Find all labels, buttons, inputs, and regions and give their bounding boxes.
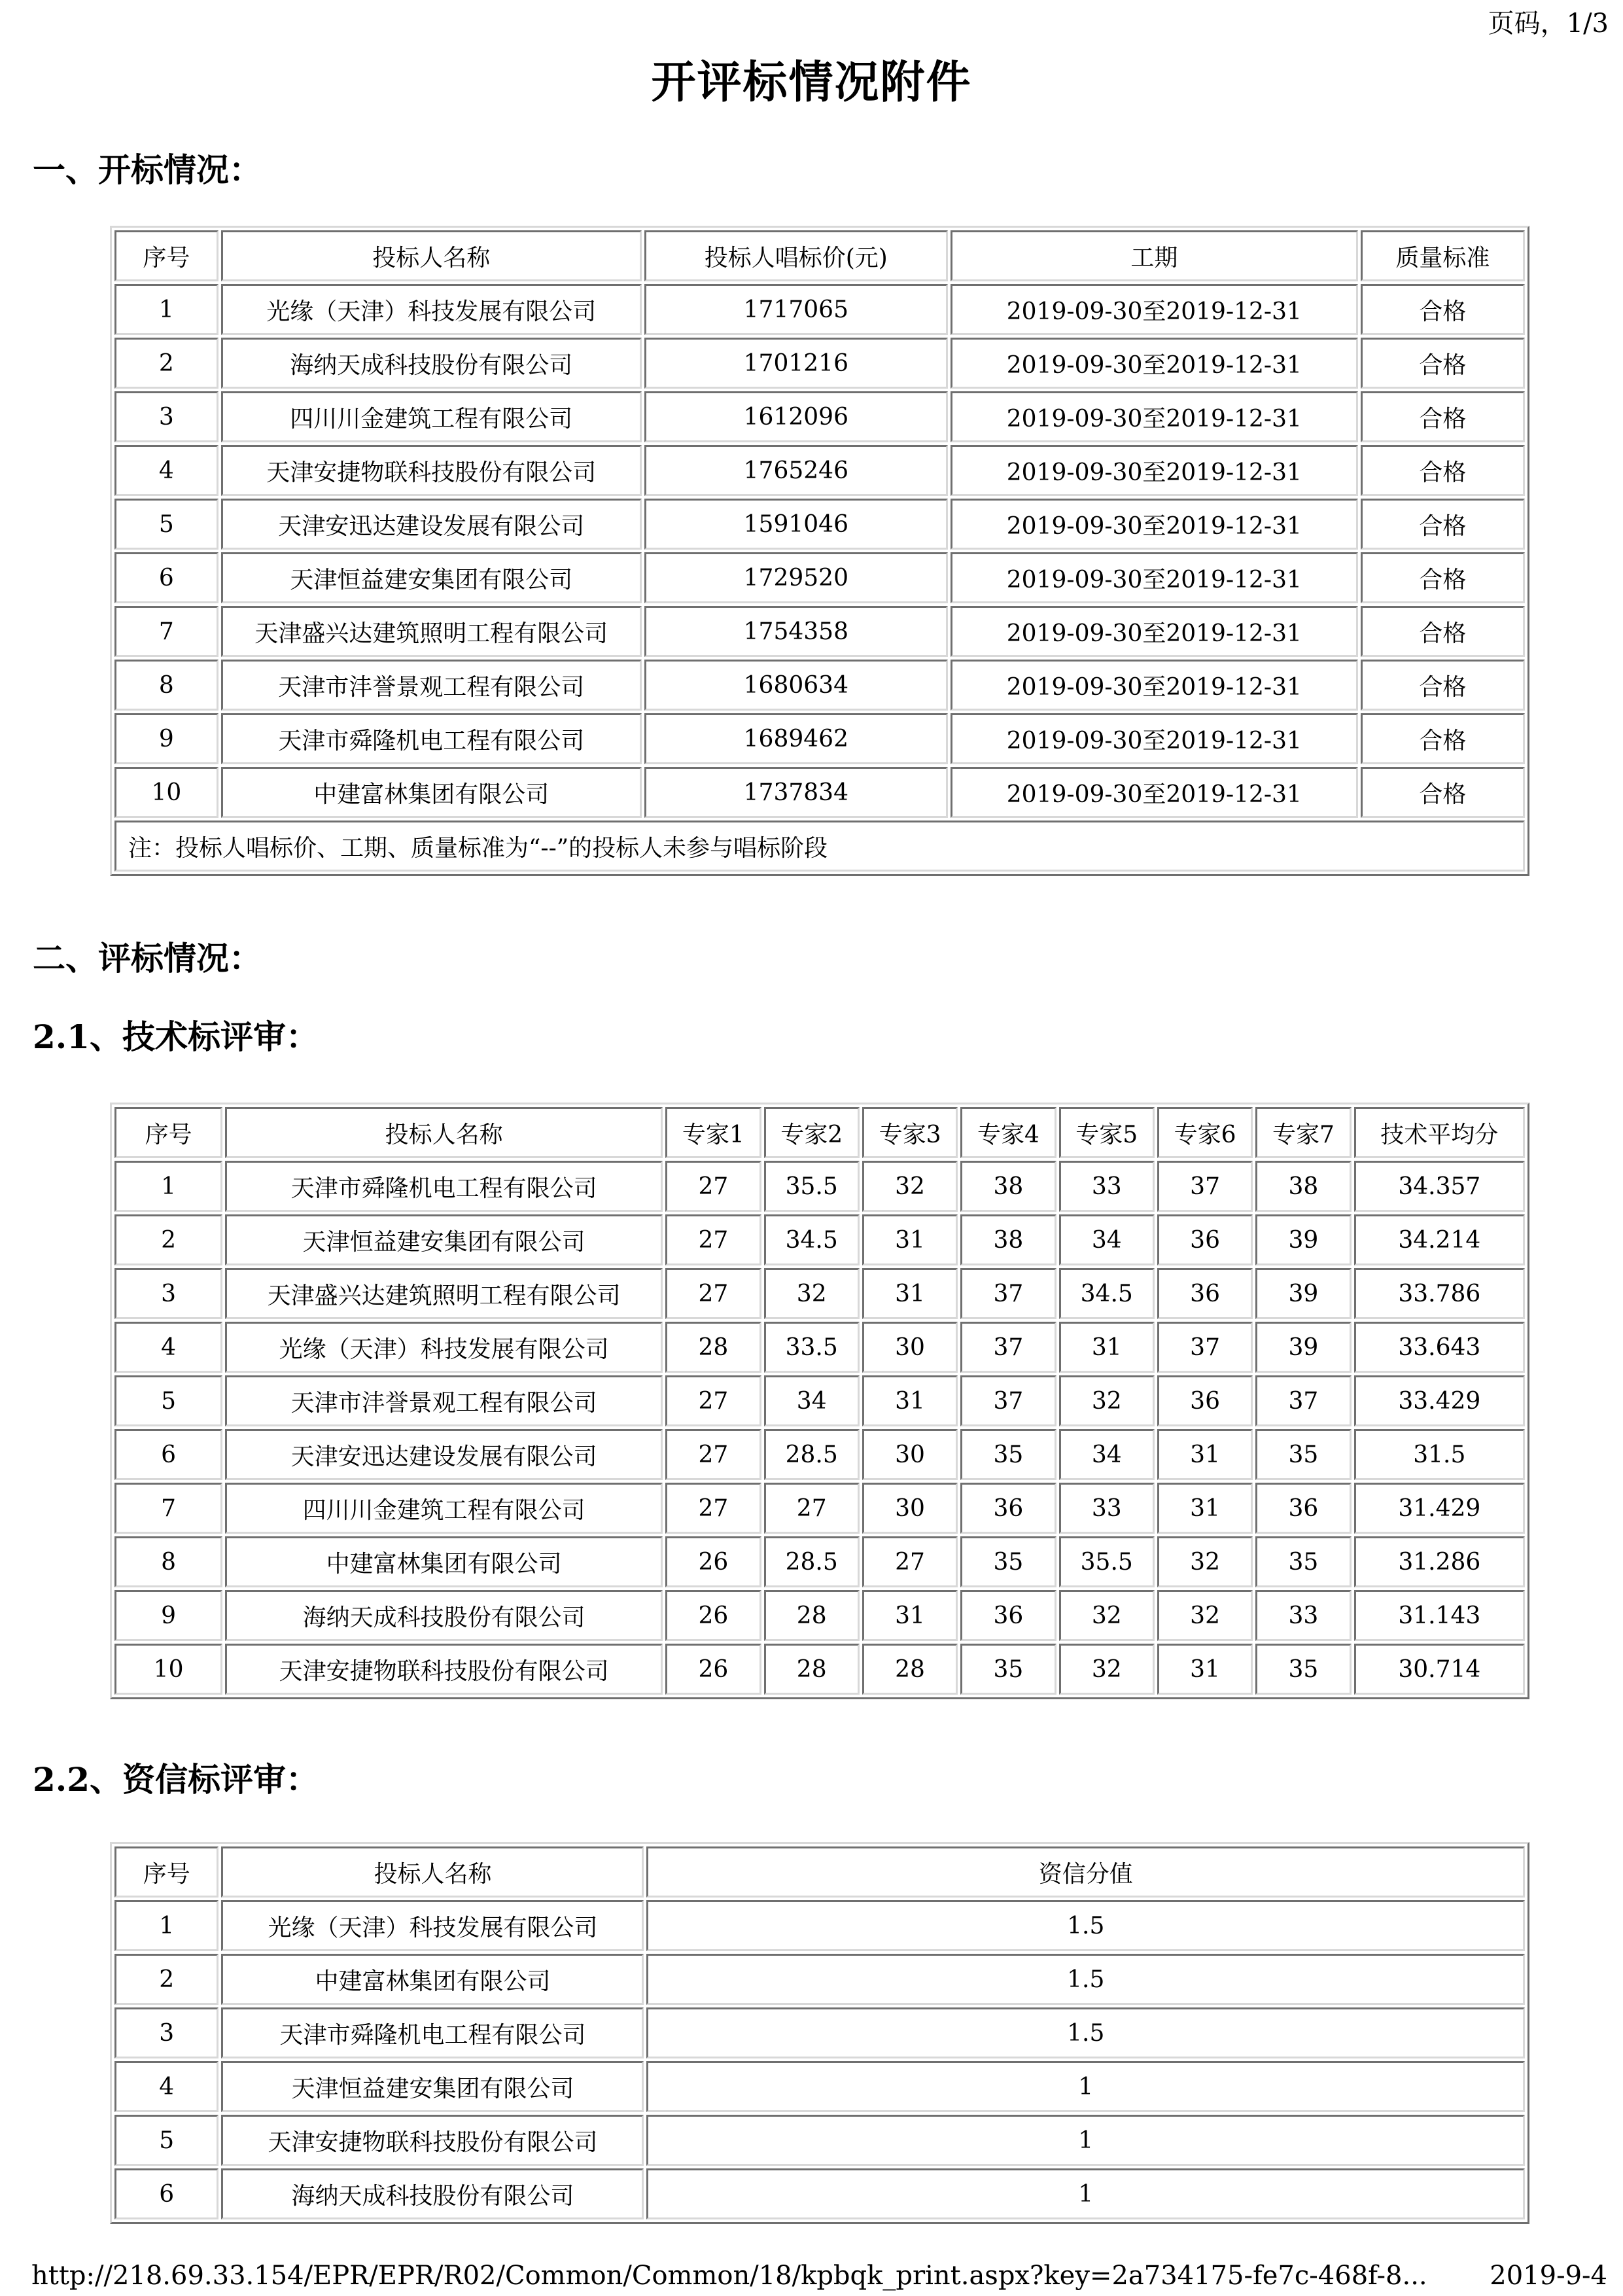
table-cell: 海纳天成科技股份有限公司 bbox=[225, 1590, 663, 1641]
table-row bbox=[114, 338, 1525, 389]
table-cell: 38 bbox=[1255, 1161, 1351, 1212]
table-cell: 2 bbox=[114, 1214, 222, 1265]
table-cell: 31 bbox=[1157, 1429, 1253, 1480]
table-cell: 27 bbox=[665, 1375, 761, 1426]
table-cell: 2019-09-30至2019-12-31 bbox=[951, 552, 1358, 603]
table-cell: 32 bbox=[764, 1268, 860, 1319]
table-cell: 34.357 bbox=[1354, 1161, 1525, 1212]
table-cell: 合格 bbox=[1361, 391, 1525, 442]
table-cell: 3 bbox=[114, 391, 218, 442]
table-cell: 合格 bbox=[1361, 660, 1525, 711]
table-cell: 30 bbox=[862, 1429, 958, 1480]
table-row bbox=[114, 606, 1525, 657]
table-cell: 31 bbox=[1157, 1483, 1253, 1534]
footer-date: 2019-9-4 bbox=[1490, 2261, 1607, 2291]
table-cell: 3 bbox=[114, 1268, 222, 1319]
table-cell: 30 bbox=[862, 1483, 958, 1534]
table-cell: 2019-09-30至2019-12-31 bbox=[951, 660, 1358, 711]
table-cell: 光缘（天津）科技发展有限公司 bbox=[221, 284, 642, 335]
table-cell: 海纳天成科技股份有限公司 bbox=[221, 2168, 644, 2219]
table-cell: 四川川金建筑工程有限公司 bbox=[221, 391, 642, 442]
table-cell: 1591046 bbox=[644, 499, 948, 550]
table-cell: 1 bbox=[114, 1900, 218, 1951]
column-header: 专家3 bbox=[862, 1107, 958, 1158]
table-cell: 32 bbox=[1059, 1590, 1155, 1641]
table-cell: 海纳天成科技股份有限公司 bbox=[221, 338, 642, 389]
table-cell: 10 bbox=[114, 767, 218, 818]
table-cell: 合格 bbox=[1361, 284, 1525, 335]
table-cell: 合格 bbox=[1361, 445, 1525, 496]
table-cell: 33 bbox=[1059, 1161, 1155, 1212]
column-header: 工期 bbox=[951, 230, 1358, 281]
table-row bbox=[114, 660, 1525, 711]
table-row bbox=[114, 2115, 1525, 2166]
table-note-row bbox=[114, 821, 1525, 872]
table-cell: 39 bbox=[1255, 1322, 1351, 1373]
table-row bbox=[114, 499, 1525, 550]
table-row bbox=[114, 1322, 1525, 1373]
table-row bbox=[114, 445, 1525, 496]
table-cell: 34.5 bbox=[1059, 1268, 1155, 1319]
table-cell: 35 bbox=[1255, 1644, 1351, 1695]
table-cell: 38 bbox=[960, 1214, 1056, 1265]
table-cell: 35 bbox=[960, 1429, 1056, 1480]
table-cell: 39 bbox=[1255, 1214, 1351, 1265]
table-cell: 1.5 bbox=[646, 2007, 1525, 2058]
table-cell: 5 bbox=[114, 499, 218, 550]
table-cell: 37 bbox=[1157, 1161, 1253, 1212]
table-cell: 1.5 bbox=[646, 1900, 1525, 1951]
column-header: 投标人名称 bbox=[221, 1846, 644, 1898]
table-cell: 37 bbox=[1157, 1322, 1253, 1373]
table-cell: 1612096 bbox=[644, 391, 948, 442]
table-cell: 1 bbox=[646, 2168, 1525, 2219]
footer-url: http://218.69.33.154/EPR/EPR/R02/Common/Common/18/kpbqk_print.aspx?key=2a734175-fe7c-468f-8... bbox=[31, 2261, 1427, 2291]
table-row bbox=[114, 391, 1525, 442]
table-row bbox=[114, 1590, 1525, 1641]
table-cell: 27 bbox=[665, 1214, 761, 1265]
table-cell: 1754358 bbox=[644, 606, 948, 657]
column-header: 专家4 bbox=[960, 1107, 1056, 1158]
table-cell: 2 bbox=[114, 1954, 218, 2005]
table-cell: 1 bbox=[646, 2061, 1525, 2112]
table-row bbox=[114, 2168, 1525, 2219]
column-header: 质量标准 bbox=[1361, 230, 1525, 281]
table-cell: 1 bbox=[114, 284, 218, 335]
table-row bbox=[114, 1954, 1525, 2005]
table-cell: 34.5 bbox=[764, 1214, 860, 1265]
column-header: 专家2 bbox=[764, 1107, 860, 1158]
opening-table bbox=[110, 226, 1529, 876]
table-cell: 5 bbox=[114, 1375, 222, 1426]
table-cell: 34 bbox=[1059, 1429, 1155, 1480]
table-cell: 天津市沣誉景观工程有限公司 bbox=[225, 1375, 663, 1426]
table-cell: 合格 bbox=[1361, 499, 1525, 550]
table-cell: 合格 bbox=[1361, 552, 1525, 603]
table-cell: 四川川金建筑工程有限公司 bbox=[225, 1483, 663, 1534]
table-cell: 5 bbox=[114, 2115, 218, 2166]
table-cell: 天津市舜隆机电工程有限公司 bbox=[221, 713, 642, 764]
table-cell: 31 bbox=[1059, 1322, 1155, 1373]
table-cell: 36 bbox=[1157, 1375, 1253, 1426]
table-cell: 2019-09-30至2019-12-31 bbox=[951, 713, 1358, 764]
table-row bbox=[114, 1268, 1525, 1319]
table-cell: 1717065 bbox=[644, 284, 948, 335]
table-cell: 27 bbox=[665, 1483, 761, 1534]
table-cell: 28 bbox=[665, 1322, 761, 1373]
table-header-row bbox=[114, 230, 1525, 281]
column-header: 专家5 bbox=[1059, 1107, 1155, 1158]
table-cell: 6 bbox=[114, 552, 218, 603]
table-cell: 2019-09-30至2019-12-31 bbox=[951, 284, 1358, 335]
table-cell: 26 bbox=[665, 1644, 761, 1695]
table-cell: 31.429 bbox=[1354, 1483, 1525, 1534]
table-cell: 天津市舜隆机电工程有限公司 bbox=[225, 1161, 663, 1212]
column-header: 专家7 bbox=[1255, 1107, 1351, 1158]
table-cell: 天津安迅达建设发展有限公司 bbox=[225, 1429, 663, 1480]
table-cell: 1 bbox=[646, 2115, 1525, 2166]
table-cell: 32 bbox=[1059, 1375, 1155, 1426]
table-cell: 35.5 bbox=[1059, 1536, 1155, 1587]
table-cell: 32 bbox=[1157, 1590, 1253, 1641]
table-cell: 10 bbox=[114, 1644, 222, 1695]
page-number: 页码，1/3 bbox=[1488, 9, 1609, 39]
table-cell: 38 bbox=[960, 1161, 1056, 1212]
table-cell: 37 bbox=[1255, 1375, 1351, 1426]
table-cell: 35 bbox=[960, 1644, 1056, 1695]
table-cell: 32 bbox=[862, 1161, 958, 1212]
table-cell: 1.5 bbox=[646, 1954, 1525, 2005]
table-row bbox=[114, 1536, 1525, 1587]
table-cell: 27 bbox=[665, 1429, 761, 1480]
table-cell: 光缘（天津）科技发展有限公司 bbox=[221, 1900, 644, 1951]
table-cell: 30.714 bbox=[1354, 1644, 1525, 1695]
table-cell: 天津恒益建安集团有限公司 bbox=[225, 1214, 663, 1265]
table-cell: 1689462 bbox=[644, 713, 948, 764]
table-cell: 33.643 bbox=[1354, 1322, 1525, 1373]
table-cell: 4 bbox=[114, 445, 218, 496]
table-cell: 31 bbox=[862, 1268, 958, 1319]
table-cell: 36 bbox=[1157, 1214, 1253, 1265]
table-cell: 28 bbox=[862, 1644, 958, 1695]
table-cell: 37 bbox=[960, 1375, 1056, 1426]
table-cell: 37 bbox=[960, 1322, 1056, 1373]
table-cell: 7 bbox=[114, 606, 218, 657]
table-cell: 2019-09-30至2019-12-31 bbox=[951, 445, 1358, 496]
table-header-row bbox=[114, 1107, 1525, 1158]
credit-table bbox=[110, 1842, 1529, 2224]
table-cell: 32 bbox=[1059, 1644, 1155, 1695]
table-cell: 天津安捷物联科技股份有限公司 bbox=[221, 2115, 644, 2166]
table-cell: 6 bbox=[114, 2168, 218, 2219]
table-cell: 34 bbox=[1059, 1214, 1155, 1265]
column-header: 序号 bbox=[114, 1107, 222, 1158]
table-cell: 27 bbox=[764, 1483, 860, 1534]
table-cell: 合格 bbox=[1361, 338, 1525, 389]
table-cell: 33.786 bbox=[1354, 1268, 1525, 1319]
table-cell: 1737834 bbox=[644, 767, 948, 818]
table-cell: 31 bbox=[1157, 1644, 1253, 1695]
table-cell: 7 bbox=[114, 1483, 222, 1534]
table-cell: 26 bbox=[665, 1536, 761, 1587]
table-cell: 28 bbox=[764, 1590, 860, 1641]
column-header: 专家6 bbox=[1157, 1107, 1253, 1158]
table-cell: 31 bbox=[862, 1590, 958, 1641]
table-header-row bbox=[114, 1846, 1525, 1898]
table-cell: 31.286 bbox=[1354, 1536, 1525, 1587]
column-header: 投标人唱标价(元) bbox=[644, 230, 948, 281]
table-cell: 光缘（天津）科技发展有限公司 bbox=[225, 1322, 663, 1373]
table-cell: 36 bbox=[1255, 1483, 1351, 1534]
table-cell: 27 bbox=[665, 1161, 761, 1212]
table-cell: 2019-09-30至2019-12-31 bbox=[951, 391, 1358, 442]
table-cell: 33.5 bbox=[764, 1322, 860, 1373]
table-cell: 31 bbox=[862, 1375, 958, 1426]
table-cell: 33 bbox=[1255, 1590, 1351, 1641]
table-cell: 33.429 bbox=[1354, 1375, 1525, 1426]
table-row bbox=[114, 2061, 1525, 2112]
table-cell: 1765246 bbox=[644, 445, 948, 496]
column-header: 序号 bbox=[114, 1846, 218, 1898]
table-cell: 天津市沣誉景观工程有限公司 bbox=[221, 660, 642, 711]
section-technical-heading: 2.1、技术标评审： bbox=[33, 1017, 319, 1056]
table-cell: 33 bbox=[1059, 1483, 1155, 1534]
table-cell: 4 bbox=[114, 2061, 218, 2112]
table-cell: 2 bbox=[114, 338, 218, 389]
table-cell: 天津安迅达建设发展有限公司 bbox=[221, 499, 642, 550]
table-cell: 27 bbox=[862, 1536, 958, 1587]
table-note: 注：投标人唱标价、工期、质量标准为“--”的投标人未参与唱标阶段 bbox=[114, 821, 1525, 872]
table-cell: 31.143 bbox=[1354, 1590, 1525, 1641]
table-row bbox=[114, 284, 1525, 335]
table-cell: 8 bbox=[114, 1536, 222, 1587]
table-cell: 2019-09-30至2019-12-31 bbox=[951, 767, 1358, 818]
table-cell: 27 bbox=[665, 1268, 761, 1319]
section-opening-heading: 一、开标情况： bbox=[33, 150, 262, 189]
table-cell: 6 bbox=[114, 1429, 222, 1480]
table-cell: 31.5 bbox=[1354, 1429, 1525, 1480]
table-row bbox=[114, 1900, 1525, 1951]
table-cell: 天津安捷物联科技股份有限公司 bbox=[221, 445, 642, 496]
table-cell: 合格 bbox=[1361, 713, 1525, 764]
table-cell: 2019-09-30至2019-12-31 bbox=[951, 499, 1358, 550]
table-cell: 32 bbox=[1157, 1536, 1253, 1587]
table-cell: 中建富林集团有限公司 bbox=[221, 767, 642, 818]
table-row bbox=[114, 2007, 1525, 2058]
table-cell: 35 bbox=[1255, 1429, 1351, 1480]
table-cell: 中建富林集团有限公司 bbox=[225, 1536, 663, 1587]
column-header: 序号 bbox=[114, 230, 218, 281]
table-cell: 4 bbox=[114, 1322, 222, 1373]
table-cell: 天津盛兴达建筑照明工程有限公司 bbox=[225, 1268, 663, 1319]
table-cell: 39 bbox=[1255, 1268, 1351, 1319]
table-cell: 35.5 bbox=[764, 1161, 860, 1212]
table-row bbox=[114, 713, 1525, 764]
table-cell: 合格 bbox=[1361, 767, 1525, 818]
table-cell: 35 bbox=[960, 1536, 1056, 1587]
table-cell: 1729520 bbox=[644, 552, 948, 603]
table-cell: 26 bbox=[665, 1590, 761, 1641]
table-cell: 36 bbox=[960, 1483, 1056, 1534]
table-cell: 9 bbox=[114, 1590, 222, 1641]
table-cell: 2019-09-30至2019-12-31 bbox=[951, 606, 1358, 657]
column-header: 资信分值 bbox=[646, 1846, 1525, 1898]
column-header: 专家1 bbox=[665, 1107, 761, 1158]
table-cell: 28.5 bbox=[764, 1536, 860, 1587]
technical-table bbox=[110, 1103, 1529, 1699]
table-cell: 天津恒益建安集团有限公司 bbox=[221, 552, 642, 603]
table-cell: 30 bbox=[862, 1322, 958, 1373]
table-cell: 1680634 bbox=[644, 660, 948, 711]
table-row bbox=[114, 1214, 1525, 1265]
table-cell: 1 bbox=[114, 1161, 222, 1212]
table-cell: 36 bbox=[960, 1590, 1056, 1641]
table-cell: 合格 bbox=[1361, 606, 1525, 657]
column-header: 投标人名称 bbox=[225, 1107, 663, 1158]
section-evaluation-heading: 二、评标情况： bbox=[33, 939, 262, 978]
section-credit-heading: 2.2、资信标评审： bbox=[33, 1760, 319, 1799]
table-cell: 36 bbox=[1157, 1268, 1253, 1319]
table-cell: 35 bbox=[1255, 1536, 1351, 1587]
table-cell: 8 bbox=[114, 660, 218, 711]
table-cell: 34.214 bbox=[1354, 1214, 1525, 1265]
table-cell: 28.5 bbox=[764, 1429, 860, 1480]
table-row bbox=[114, 1375, 1525, 1426]
table-cell: 37 bbox=[960, 1268, 1056, 1319]
table-cell: 31 bbox=[862, 1214, 958, 1265]
column-header: 投标人名称 bbox=[221, 230, 642, 281]
table-cell: 9 bbox=[114, 713, 218, 764]
table-cell: 1701216 bbox=[644, 338, 948, 389]
table-row bbox=[114, 1483, 1525, 1534]
table-row bbox=[114, 767, 1525, 818]
table-cell: 2019-09-30至2019-12-31 bbox=[951, 338, 1358, 389]
table-cell: 28 bbox=[764, 1644, 860, 1695]
table-row bbox=[114, 1429, 1525, 1480]
page-title: 开评标情况附件 bbox=[651, 56, 972, 109]
table-cell: 34 bbox=[764, 1375, 860, 1426]
table-cell: 天津恒益建安集团有限公司 bbox=[221, 2061, 644, 2112]
table-cell: 3 bbox=[114, 2007, 218, 2058]
table-row bbox=[114, 552, 1525, 603]
table-cell: 中建富林集团有限公司 bbox=[221, 1954, 644, 2005]
table-cell: 天津市舜隆机电工程有限公司 bbox=[221, 2007, 644, 2058]
table-cell: 天津盛兴达建筑照明工程有限公司 bbox=[221, 606, 642, 657]
table-row bbox=[114, 1644, 1525, 1695]
column-header: 技术平均分 bbox=[1354, 1107, 1525, 1158]
table-cell: 天津安捷物联科技股份有限公司 bbox=[225, 1644, 663, 1695]
table-row bbox=[114, 1161, 1525, 1212]
